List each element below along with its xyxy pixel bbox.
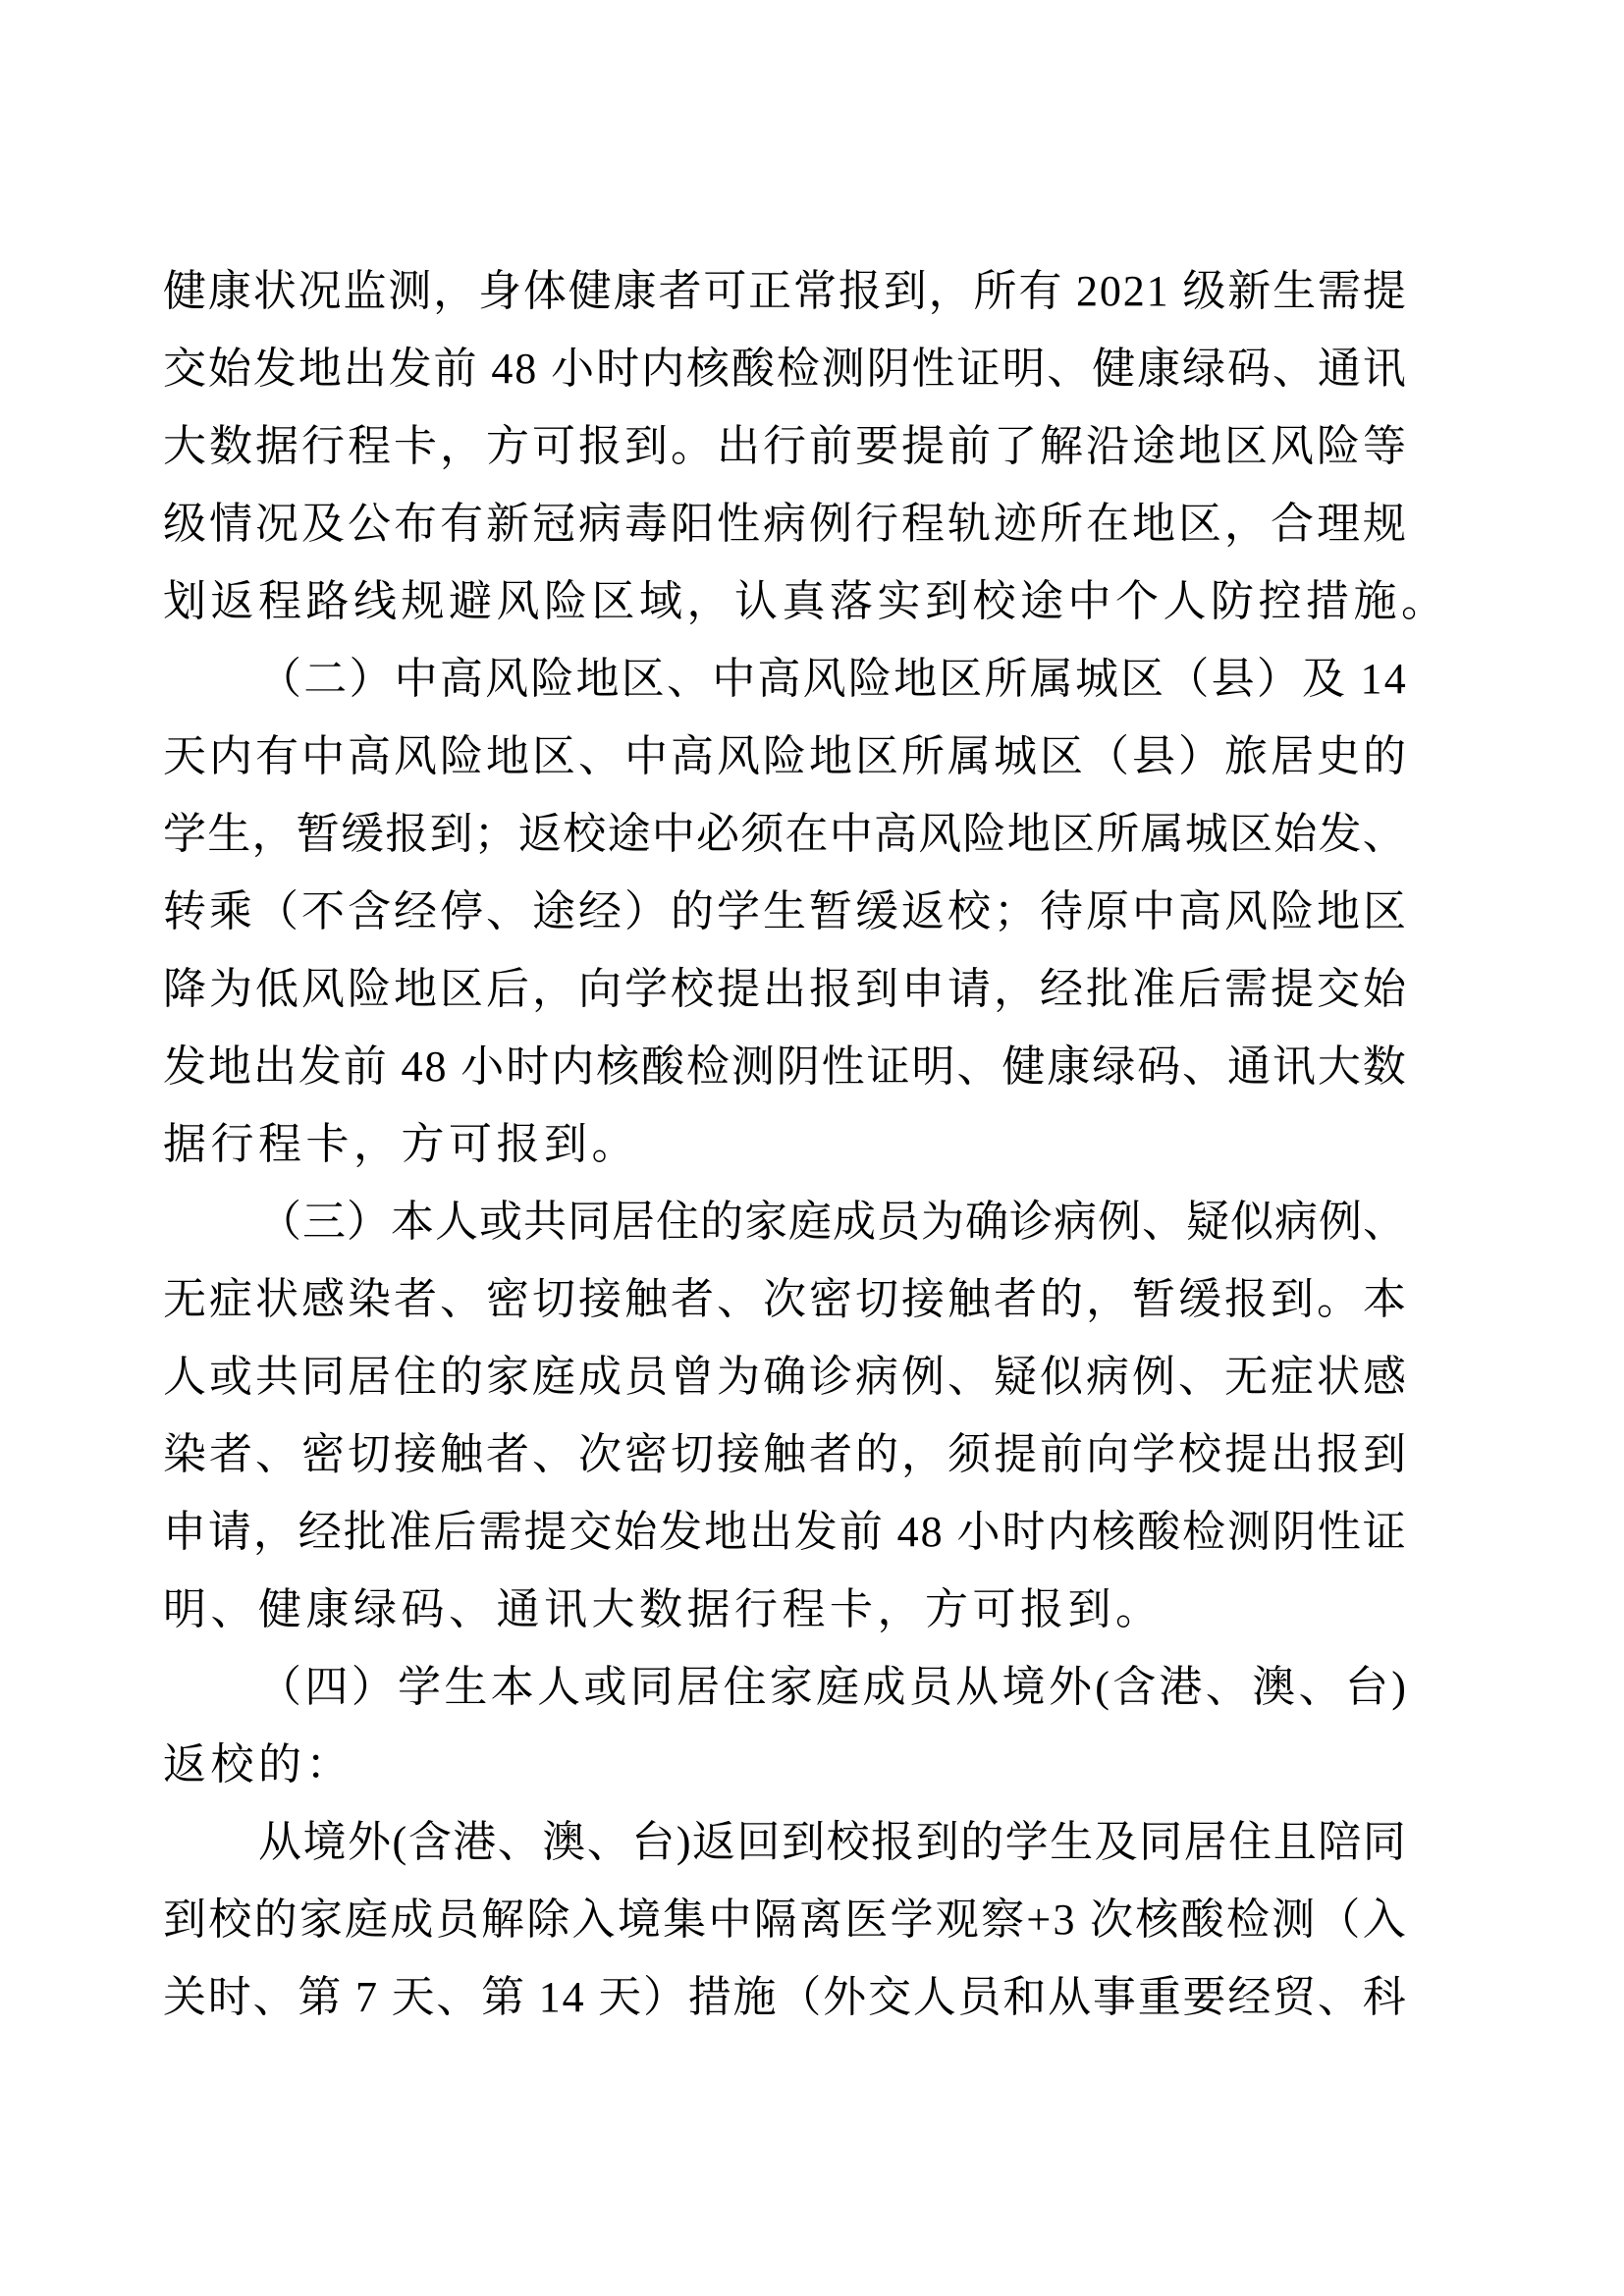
text-line: 发 地 出 发 前 4 8 小 时 内 核 酸 检 测 阴 性 证 明 、 健 康 绿 码 、 通 讯 大 数 — [163, 1042, 1406, 1091]
text-line: 到 校 的 家 庭 成 员 解 除 入 境 集 中 隔 离 医 学 观 察 + 3 次 核 酸 检 测 （ 入 — [163, 1896, 1406, 1944]
text-line: 明、健康绿码、通讯大数据行程卡，方可报到。 — [163, 1585, 1164, 1633]
text-line: 级 情 况 及 公 布 有 新 冠 病 毒 阳 性 病 例 行 程 轨 迹 所 在 地 区 ， 合 理 规 — [163, 500, 1406, 548]
text-line: 天 内 有 中 高 风 险 地 区 、 中 高 风 险 地 区 所 属 城 区 （ 县 ） 旅 居 史 的 — [163, 732, 1406, 780]
text-line: 据行程卡，方可报到。 — [163, 1120, 639, 1168]
text-line: 返校的： — [163, 1740, 353, 1789]
text-line: 交 始 发 地 出 发 前 4 8 小 时 内 核 酸 检 测 阴 性 证 明 、 健 康 绿 码 、 通 讯 — [163, 345, 1406, 393]
text-line: （ 二 ） 中 高 风 险 地 区 、 中 高 风 险 地 区 所 属 城 区 （ 县 ） 及 1 4 — [258, 655, 1406, 703]
text-line: 无 症 状 感 染 者 、 密 切 接 触 者 、 次 密 切 接 触 者 的 ， 暂 缓 报 到 。 本 — [163, 1275, 1406, 1323]
text-line: （ 四 ） 学 生 本 人 或 同 居 住 家 庭 成 员 从 境 外 ( 含 港 、 澳 、 台 ) — [258, 1663, 1406, 1711]
text-line: 降 为 低 风 险 地 区 后 ， 向 学 校 提 出 报 到 申 请 ， 经 批 准 后 需 提 交 始 — [163, 965, 1406, 1013]
text-line: 划返程路线规避风险区域，认真落实到校途中个人防控措施。 — [163, 577, 1449, 625]
text-line: 关 时 、 第 7 天 、 第 1 4 天 ） 措 施 （ 外 交 人 员 和 从 事 重 要 经 贸 、 科 — [163, 1973, 1406, 2021]
text-line: 从 境 外 ( 含 港 、 澳 、 台 ) 返 回 到 校 报 到 的 学 生 及 同 居 住 且 陪 同 — [258, 1818, 1406, 1866]
text-line: 学 生 ， 暂 缓 报 到 ； 返 校 途 中 必 须 在 中 高 风 险 地 区 所 属 城 区 始 发 、 — [163, 810, 1406, 858]
text-line: （ 三 ） 本 人 或 共 同 居 住 的 家 庭 成 员 为 确 诊 病 例 、 疑 似 病 例 、 — [258, 1198, 1406, 1246]
text-line: 申 请 ， 经 批 准 后 需 提 交 始 发 地 出 发 前 4 8 小 时 内 核 酸 检 测 阴 性 证 — [163, 1508, 1406, 1556]
text-line: 大 数 据 行 程 卡 ， 方 可 报 到 。 出 行 前 要 提 前 了 解 沿 途 地 区 风 险 等 — [163, 422, 1406, 470]
text-line: 人 或 共 同 居 住 的 家 庭 成 员 曾 为 确 诊 病 例 、 疑 似 病 例 、 无 症 状 感 — [163, 1353, 1406, 1401]
text-line: 染 者 、 密 切 接 触 者 、 次 密 切 接 触 者 的 ， 须 提 前 向 学 校 提 出 报 到 — [163, 1430, 1406, 1478]
document-text-block — [163, 252, 1449, 2036]
text-line: 转 乘 （ 不 含 经 停 、 途 经 ） 的 学 生 暂 缓 返 校 ； 待 原 中 高 风 险 地 区 — [163, 887, 1406, 935]
text-line: 健 康 状 况 监 测 ， 身 体 健 康 者 可 正 常 报 到 ， 所 有 2 0 2 1 级 新 生 需 提 — [163, 267, 1406, 315]
